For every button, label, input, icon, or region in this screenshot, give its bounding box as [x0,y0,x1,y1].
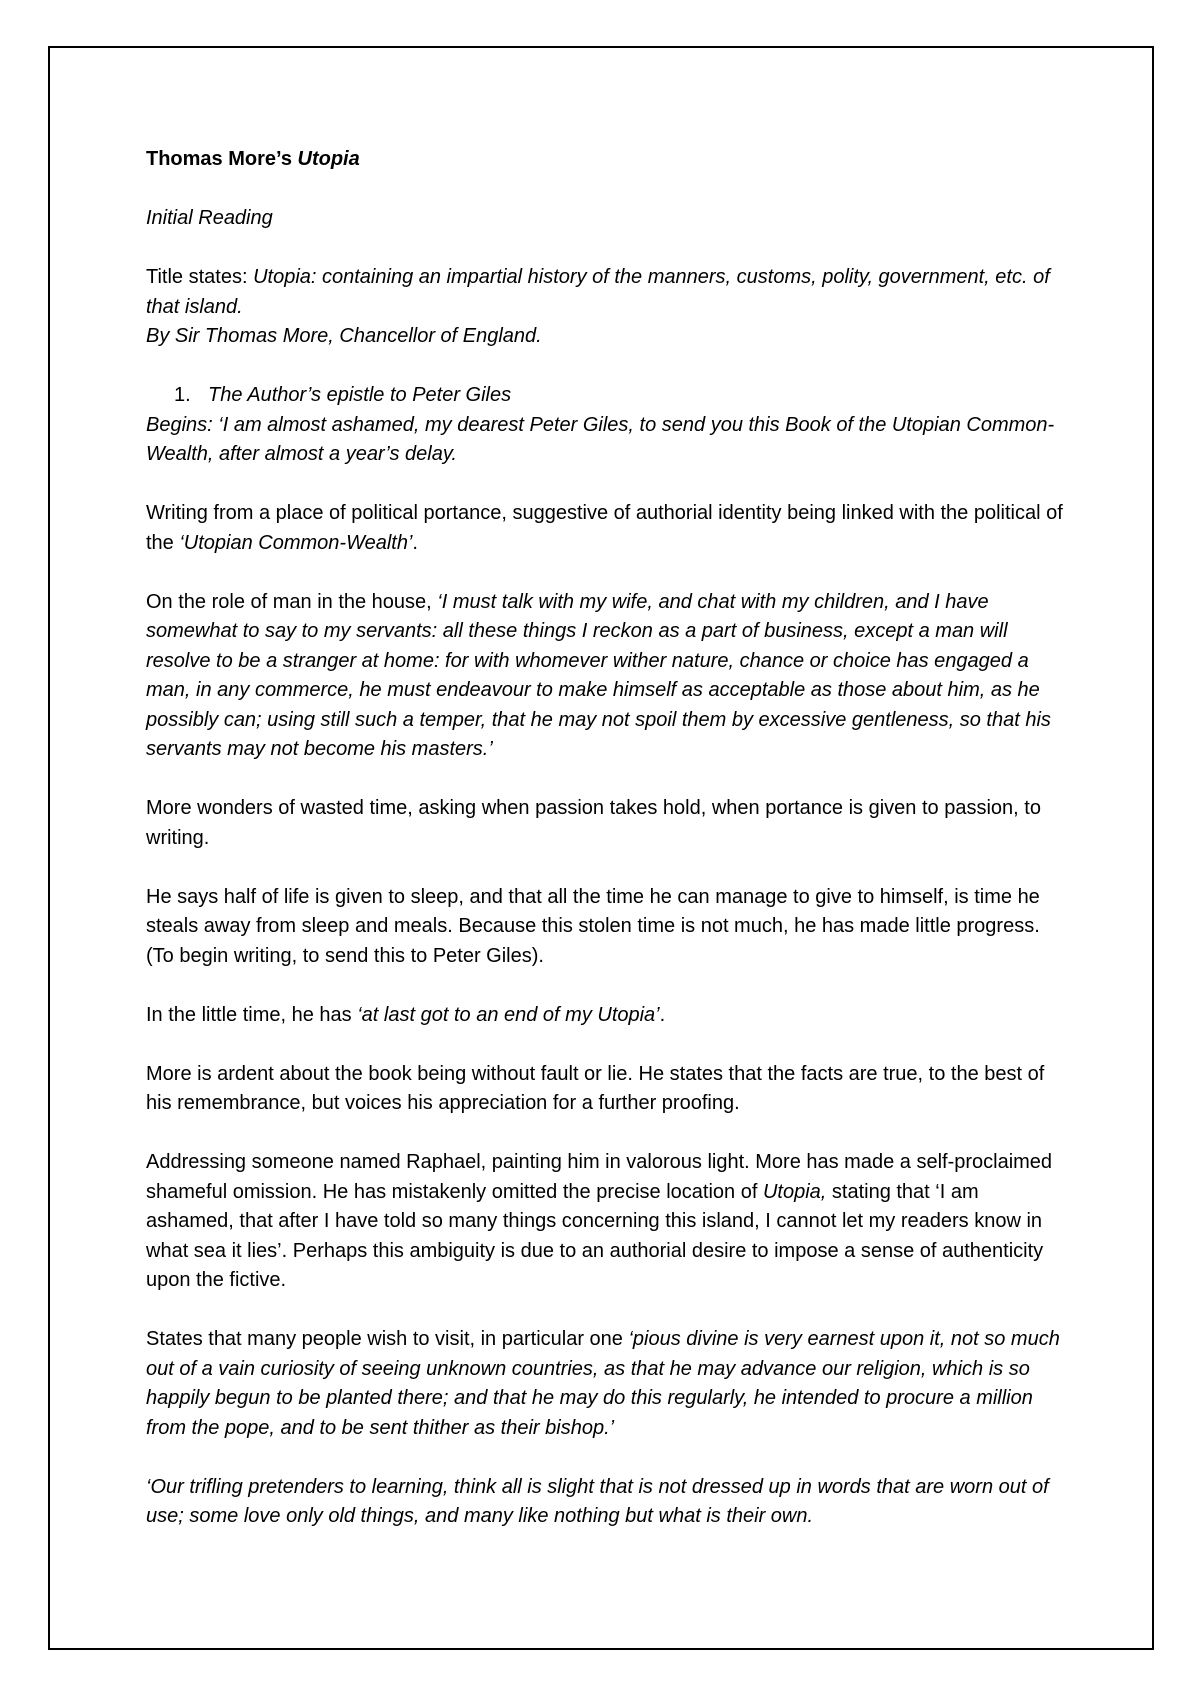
paragraph-text: States that many people wish to visit, in particular one [146,1328,629,1350]
title-byline: By Sir Thomas More, Chancellor of England. [146,325,542,347]
section-1-heading [146,381,1066,411]
title-states-label: Title states: [146,266,254,288]
paragraph-wasted-time: More wonders of wasted time, asking when passion takes hold, when portance is given to passion, to writing. [146,797,1041,849]
title-author: Thomas More’s [146,148,298,170]
paragraph-role-of-man [146,588,1066,765]
paragraph-quote: ‘at last got to an end of my Utopia’ [357,1003,660,1026]
paragraph-raphael [146,1148,1066,1296]
paragraph-sleep: He says half of life is given to sleep, and that all the time he can manage to give to himself, is time he steals away from sleep and meals. Because this stolen time is not much, he has made little progress. (To begin writing, to send this to Peter Giles). [146,885,1040,967]
list-title: The Author’s epistle to Peter Giles [208,384,512,406]
paragraph-political [146,499,1066,558]
list-number: 1. [174,384,191,406]
paragraph-text: Writing from a place of political portance, suggestive of authorial identity being linked with the political of the [146,502,1063,554]
paragraph-end: . [412,531,418,554]
paragraph-pretenders: ‘Our trifling pretenders to learning, think all is slight that is not dressed up in words that are worn out of use; some love only old things, and many like nothing but what is their own. [146,1475,1049,1527]
paragraph-text: Addressing someone named Raphael, painting him in valorous light. More has made a self-proclaimed shameful omission. He has mistakenly omitted the precise location of [146,1151,1053,1203]
title-work: Utopia [297,148,360,170]
paragraph-text: On the role of man in the house, [146,590,438,613]
section-1-begins: Begins: ‘I am almost ashamed, my dearest Peter Giles, to send you this Book of the Utopian Common-Wealth, after almost a year’s delay. [146,413,1055,465]
subheading: Initial Reading [146,207,273,229]
title-states-paragraph [146,263,1066,322]
paragraph-text-continued: stating that ‘I am ashamed, that after I have told so many things concerning this island, I cannot let my readers know in what sea it lies’. Perhaps this ambiguity is due to an authorial desire to impose a sense of authenticity upon the fictive. [146,1180,1044,1291]
title-states-text: Utopia: containing an impartial history of the manners, customs, polity, government, etc. of that island. [146,266,1050,318]
paragraph-quote: ‘I must talk with my wife, and chat with my children, and I have somewhat to say to my servants: all these things I reckon as a part of business, except a man will resolve to be a stranger at home: for with whomever wither nature, chance or choice has engaged a man, in any commerce, he must endeavour to make himself as acceptable as those about him, as he possibly can; using still such a temper, that he may not spoil them by excessive gentleness, so that his servants may not become his masters.’ [146,590,1051,760]
paragraph-end: . [659,1003,666,1026]
document-title [146,145,1066,175]
paragraph-visitors [146,1325,1066,1443]
paragraph-quote: ‘Utopian Common-Wealth’ [179,531,413,554]
paragraph-little-time [146,1001,1066,1031]
paragraph-quote: ‘pious divine is very earnest upon it, not so much out of a vain curiosity of seeing unknown countries, as that he may advance our religion, which is so happily begun to be planted there; and that he may do this regularly, he intended to procure a million from the pope, and to be sent thither as their bishop.’ [146,1328,1060,1439]
paragraph-emphasis: Utopia, [762,1180,827,1203]
document-body [146,145,1066,1561]
paragraph-text: In the little time, he has [146,1003,358,1026]
paragraph-ardent: More is ardent about the book being without fault or lie. He states that the facts are true, to the best of his remembrance, but voices his appreciation for a further proofing. [146,1062,1045,1114]
